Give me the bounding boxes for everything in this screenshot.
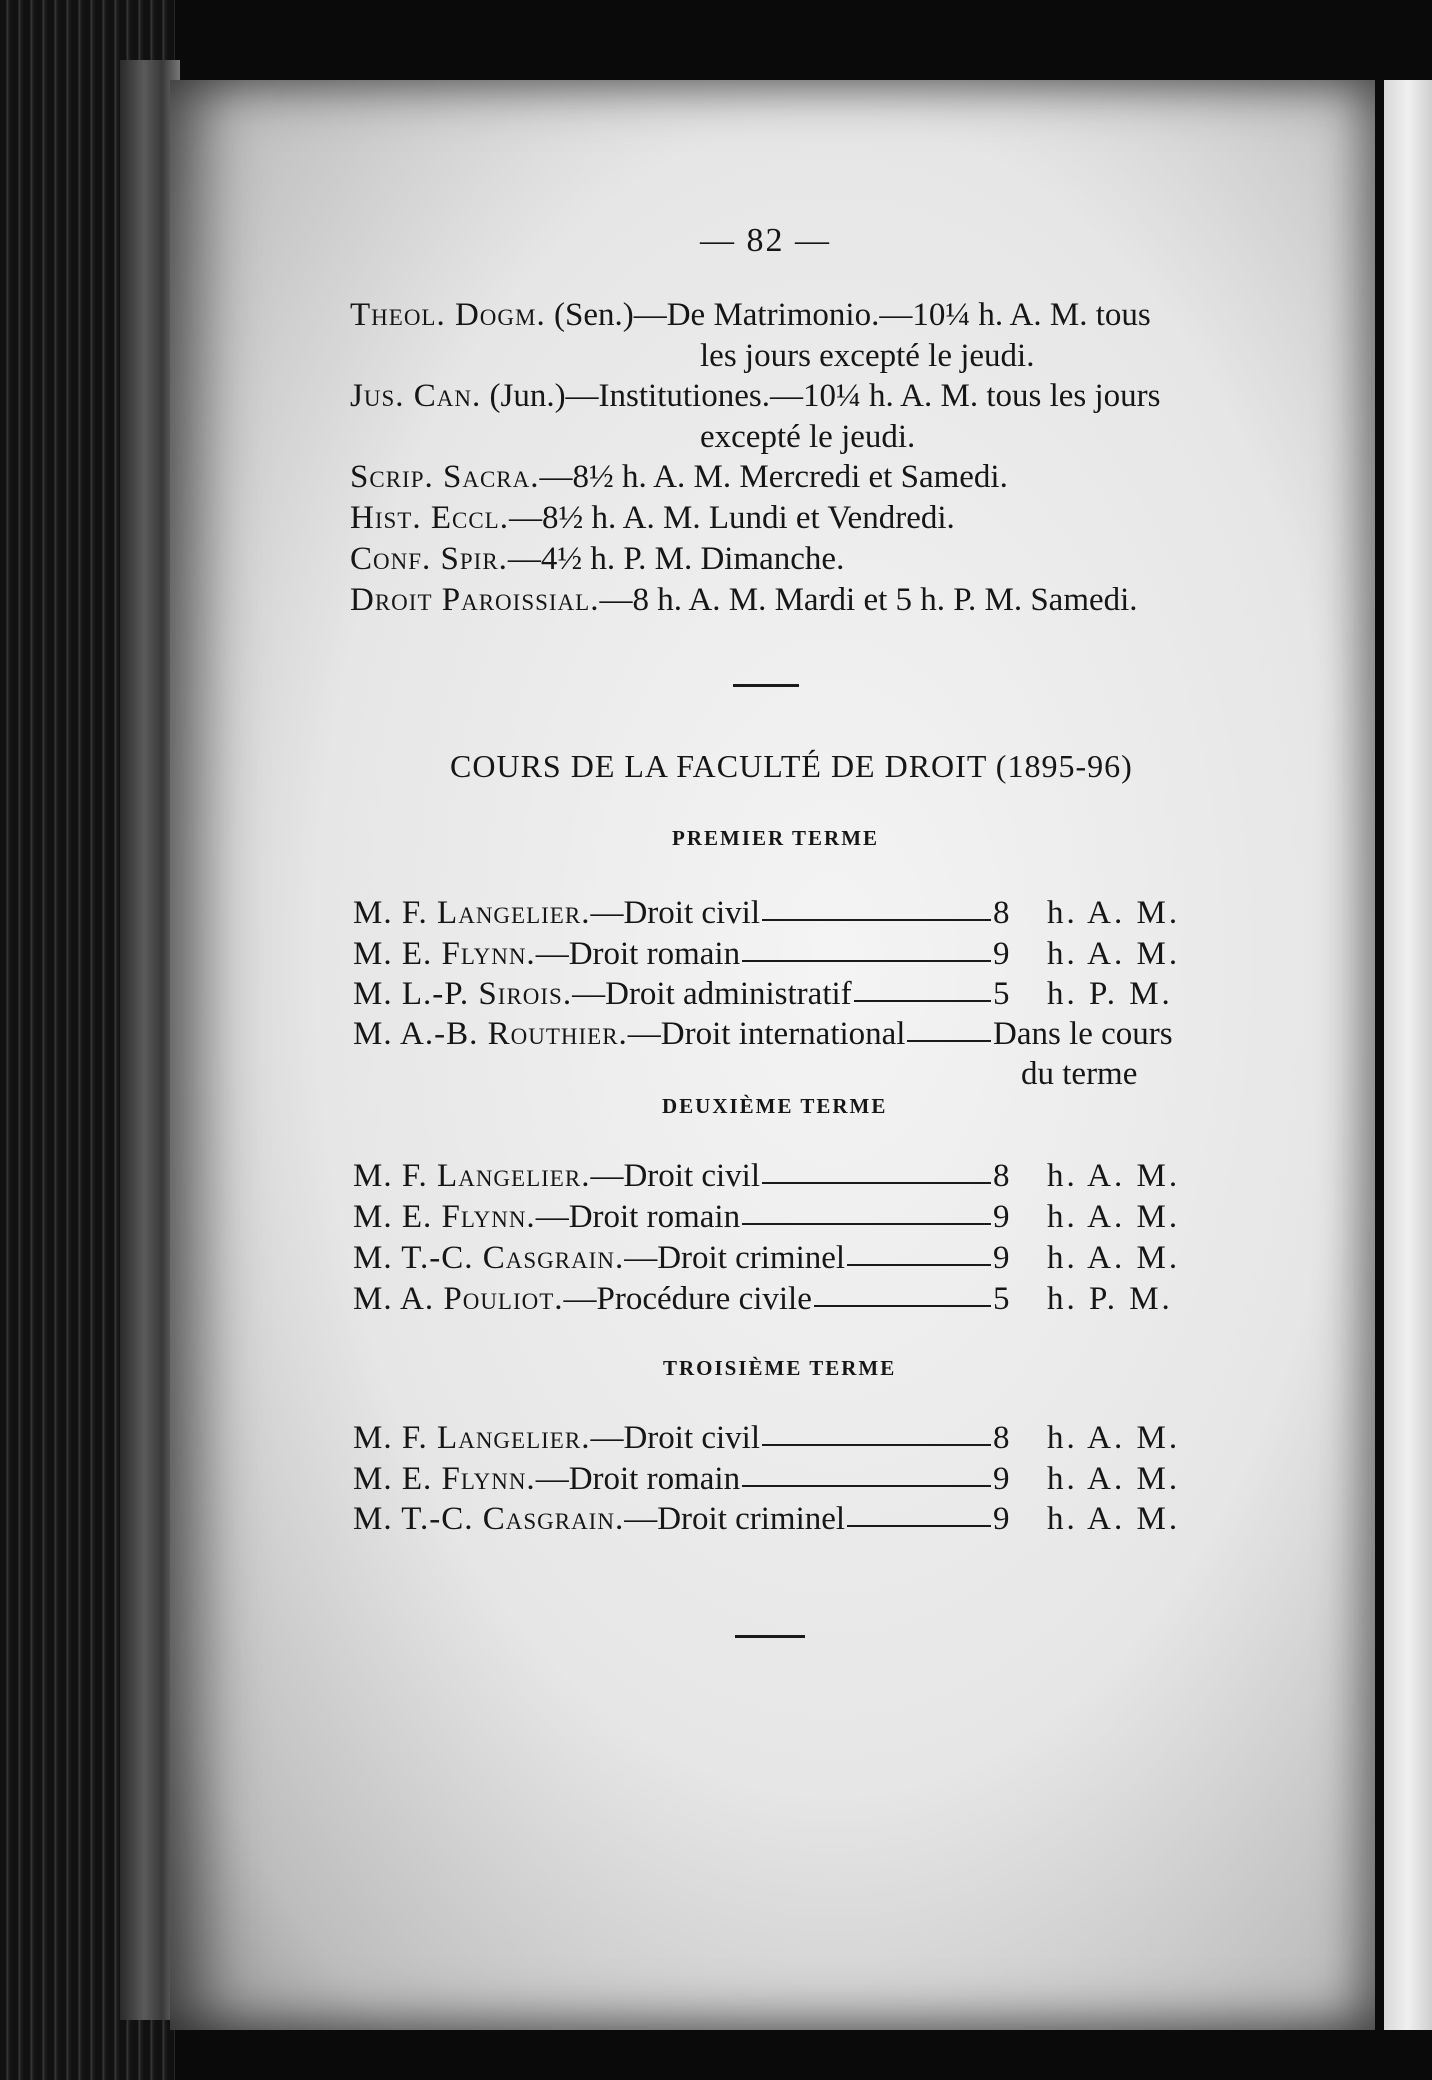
course-description xyxy=(353,1461,740,1498)
course-description xyxy=(353,1420,760,1457)
course-hour: Dans le cours xyxy=(993,1016,1173,1052)
course-hour: 5 xyxy=(993,976,1010,1012)
professor-name: M. F. Langelier. xyxy=(353,1420,591,1456)
schedule-subject: Droit Paroissial. xyxy=(350,582,600,618)
term-label: PREMIER TERME xyxy=(672,826,880,850)
schedule-detail: —4½ h. P. M. Dimanche. xyxy=(507,541,845,577)
leader-dashes xyxy=(907,1040,991,1042)
course-period: h. A. M. xyxy=(1047,895,1181,931)
course-period: h. A. M. xyxy=(1047,1240,1181,1276)
schedule-detail: (Sen.)—De Matrimonio.—10¼ h. A. M. tous xyxy=(545,297,1151,333)
schedule-detail: —8½ h. A. M. Lundi et Vendredi. xyxy=(508,500,955,536)
professor-name: M. A. Pouliot. xyxy=(353,1281,564,1317)
closing-rule xyxy=(735,1635,805,1638)
course-period: h. A. M. xyxy=(1047,1199,1181,1235)
course-period: h. P. M. xyxy=(1047,1281,1173,1317)
course-description xyxy=(353,1240,845,1277)
leader-dashes xyxy=(814,1305,991,1307)
course-subject: —Procédure civile xyxy=(563,1281,812,1317)
course-subject: —Droit civil xyxy=(590,1420,761,1456)
professor-name: M. T.-C. Casgrain. xyxy=(353,1501,625,1537)
schedule-continuation: excepté le jeudi. xyxy=(700,419,916,455)
professor-name: M. A.-B. Routhier. xyxy=(353,1016,628,1052)
course-period: h. A. M. xyxy=(1047,1420,1181,1456)
leader-dashes xyxy=(762,1444,991,1446)
schedule-line-conf xyxy=(350,541,844,578)
schedule-line-theol xyxy=(350,297,1151,334)
course-period: h. P. M. xyxy=(1047,976,1173,1012)
professor-name: M. E. Flynn. xyxy=(353,1461,536,1497)
schedule-detail: —8½ h. A. M. Mercredi et Samedi. xyxy=(539,459,1008,495)
leader-dashes xyxy=(847,1264,991,1266)
schedule-line-droit xyxy=(350,582,1138,619)
professor-name: M. E. Flynn. xyxy=(353,1199,536,1235)
course-period: du terme xyxy=(1021,1056,1138,1092)
course-hour: 8 xyxy=(993,895,1010,931)
course-hour: 8 xyxy=(993,1158,1010,1194)
course-subject: —Droit administratif xyxy=(572,976,852,1012)
course-hour: 9 xyxy=(993,936,1010,972)
course-subject: —Droit international xyxy=(627,1016,906,1052)
course-period: h. A. M. xyxy=(1047,936,1181,972)
schedule-line-scrip xyxy=(350,459,1008,496)
leader-dashes xyxy=(847,1525,991,1527)
schedule-subject: Hist. Eccl. xyxy=(350,500,509,536)
term-label: DEUXIÈME TERME xyxy=(662,1094,888,1118)
schedule-subject: Theol. Dogm. xyxy=(350,297,546,333)
next-page-edge xyxy=(1384,80,1432,2030)
professor-name: M. F. Langelier. xyxy=(353,895,591,931)
leader-dashes xyxy=(742,1485,991,1487)
course-description xyxy=(353,1199,740,1236)
course-period: h. A. M. xyxy=(1047,1158,1181,1194)
course-description xyxy=(353,936,740,973)
professor-name: M. T.-C. Casgrain. xyxy=(353,1240,625,1276)
course-subject: —Droit civil xyxy=(590,1158,761,1194)
course-hour: 9 xyxy=(993,1240,1010,1276)
term-label: TROISIÈME TERME xyxy=(663,1356,897,1380)
schedule-detail: —8 h. A. M. Mardi et 5 h. P. M. Samedi. xyxy=(599,582,1138,618)
course-description xyxy=(353,1016,905,1053)
schedule-subject: Scrip. Sacra. xyxy=(350,459,540,495)
course-description xyxy=(353,1501,845,1538)
schedule-continuation: les jours excepté le jeudi. xyxy=(700,338,1035,374)
course-subject: —Droit criminel xyxy=(624,1501,846,1537)
schedule-subject: Jus. Can. xyxy=(350,378,482,414)
course-period: h. A. M. xyxy=(1047,1501,1181,1537)
course-description xyxy=(353,895,760,932)
course-subject: —Droit civil xyxy=(590,895,761,931)
leader-dashes xyxy=(762,919,991,921)
course-hour: 9 xyxy=(993,1461,1010,1497)
schedule-line-jus xyxy=(350,378,1161,415)
professor-name: M. F. Langelier. xyxy=(353,1158,591,1194)
schedule-subject: Conf. Spir. xyxy=(350,541,508,577)
course-subject: —Droit romain xyxy=(535,1461,741,1497)
course-subject: —Droit romain xyxy=(535,1199,741,1235)
course-description xyxy=(353,1281,812,1318)
course-description xyxy=(353,1158,760,1195)
page-number: — 82 — xyxy=(700,222,831,259)
leader-dashes xyxy=(762,1182,991,1184)
section-divider xyxy=(733,684,799,687)
leader-dashes xyxy=(742,960,991,962)
schedule-line-hist xyxy=(350,500,955,537)
course-hour: 5 xyxy=(993,1281,1010,1317)
leader-dashes xyxy=(742,1223,991,1225)
course-subject: —Droit romain xyxy=(535,936,741,972)
faculty-title: COURS DE LA FACULTÉ DE DROIT (1895-96) xyxy=(450,748,1133,784)
course-hour: 9 xyxy=(993,1199,1010,1235)
course-description xyxy=(353,976,852,1013)
course-hour: 9 xyxy=(993,1501,1010,1537)
leader-dashes xyxy=(854,1000,991,1002)
course-period: h. A. M. xyxy=(1047,1461,1181,1497)
schedule-detail: (Jun.)—Institutiones.—10¼ h. A. M. tous les jours xyxy=(481,378,1161,414)
course-hour: 8 xyxy=(993,1420,1010,1456)
professor-name: M. E. Flynn. xyxy=(353,936,536,972)
professor-name: M. L.-P. Sirois. xyxy=(353,976,573,1012)
course-subject: —Droit criminel xyxy=(624,1240,846,1276)
